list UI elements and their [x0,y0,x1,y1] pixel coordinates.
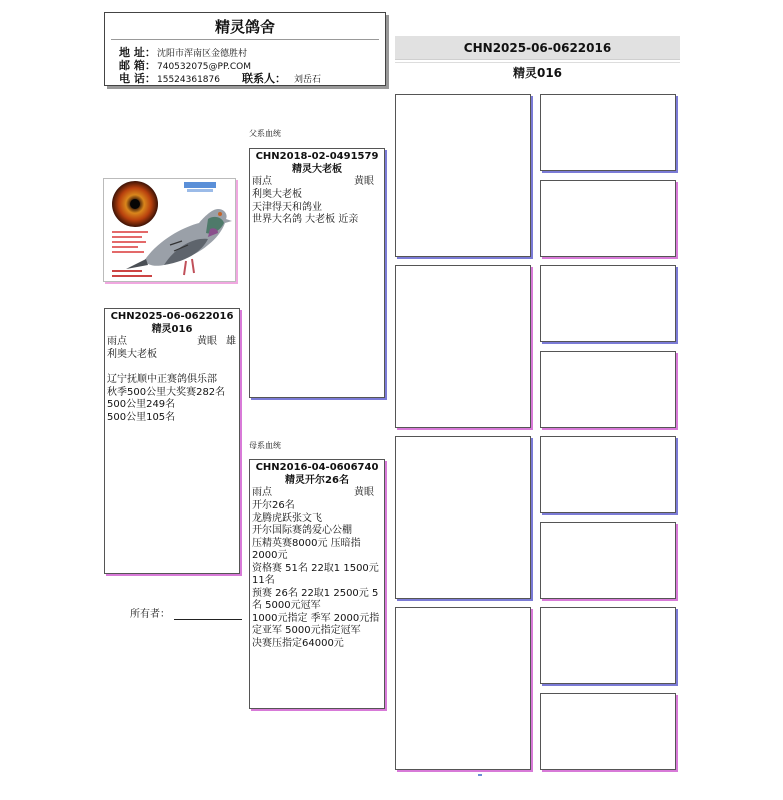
dam-note: 开尔26名 [252,500,295,511]
email-value: 740532075@PP.COM [157,62,251,72]
phone-label: 电 话： [119,72,156,85]
owner-field [130,605,242,620]
owner-label: 所有者： [130,609,170,620]
great-grandparent-card-7[interactable] [540,607,676,684]
sire-note: 天津得天和鸽业 [252,201,322,213]
sire-section-label: 父系血统 [249,129,281,138]
subject-eye: 黄眼 [197,336,217,347]
great-grandparent-card-1[interactable] [540,94,676,171]
subject-ring: CHN2025-06-0622016 [110,311,234,322]
dam-color: 雨点 [252,487,272,498]
loft-phone-row [119,70,321,86]
pigeon-photo-graphic [104,179,236,282]
loft-title: 精灵鸽舍 [214,18,275,36]
dam-note: 龙腾虎跃张文飞 [252,512,322,524]
dam-note: 决赛压指定64000元 [252,637,344,649]
dam-section-label: 母系血统 [249,441,281,450]
subject-note: 利奥大老板 [107,349,157,360]
subject-note: 辽宁抚顺中正赛鸽俱乐部 [107,374,217,385]
dam-note: 预赛 26名 22取1 2500元 5名 5000元冠军 [252,587,379,611]
great-grandparent-card-6[interactable] [540,522,676,599]
subject-note [105,362,239,375]
sire-name: 精灵大老板 [292,163,342,175]
subject-sex: 雄 [226,336,236,347]
loft-divider [111,39,379,40]
grandsire-maternal-card[interactable] [395,436,531,599]
sire-eye: 黄眼 [354,176,374,187]
dam-card[interactable] [249,459,385,709]
header-divider [395,62,680,63]
great-grandparent-card-5[interactable] [540,436,676,513]
pigeon-photo [103,178,236,282]
dam-ring: CHN2016-04-0606740 [255,462,379,473]
subject-note: 秋季500公里大奖赛282名 [107,386,226,398]
subject-meta [105,336,239,349]
dam-note: 1000元指定 季军 2000元指定亚军 5000元指定冠军 [252,612,380,636]
sire-card[interactable] [249,148,385,398]
grandsire-paternal-card[interactable] [395,94,531,257]
phone-value: 15524361876 [157,75,220,85]
granddam-paternal-card[interactable] [395,265,531,428]
subject-name: 精灵016 [151,323,193,335]
dam-meta [250,487,384,500]
dam-name: 精灵开尔26名 [285,474,349,486]
dam-note: 开尔国际赛鸽爱心公棚 [252,525,352,536]
dam-note: 资格赛 51名 22取1 1500元 11名 [252,562,382,586]
great-grandparent-card-2[interactable] [540,180,676,257]
loft-info-card [104,12,386,86]
sire-ring: CHN2018-02-0491579 [255,151,379,162]
subject-note: 500公里105名 [107,411,176,423]
great-grandparent-card-4[interactable] [540,351,676,428]
subject-ring-header: CHN2025-06-0622016 [395,36,680,60]
great-grandparent-card-3[interactable] [540,265,676,342]
great-grandparent-card-8[interactable] [540,693,676,770]
sire-color: 雨点 [252,176,272,187]
dam-note: 压精英赛8000元 压暗指 2000元 [252,537,364,561]
address-label: 地 址： [119,46,156,59]
contact-value: 刘岳石 [294,75,322,85]
sire-note: 利奥大老板 [252,189,302,200]
sire-note: 世界大名鸽 大老板 近亲 [252,214,359,225]
granddam-maternal-card[interactable] [395,607,531,770]
page-marker [478,774,482,776]
subject-note: 500公里249名 [107,399,176,410]
subject-name-header: 精灵016 [512,66,563,80]
subject-card[interactable] [104,308,240,574]
email-label: 邮 箱： [119,59,156,72]
dam-eye: 黄眼 [354,487,374,498]
address-value: 沈阳市浑南区金德胜村 [157,49,248,59]
subject-color: 雨点 [107,336,127,347]
owner-underline [174,619,242,620]
sire-meta [250,176,384,189]
contact-label: 联系人： [242,72,286,85]
